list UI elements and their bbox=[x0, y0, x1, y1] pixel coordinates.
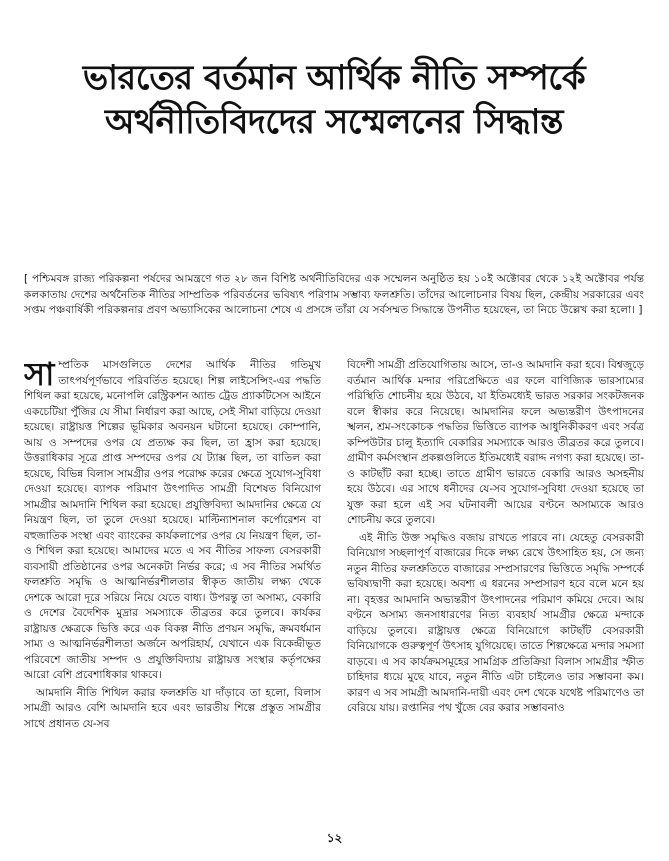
paragraph bbox=[24, 358, 321, 684]
title-line-2: অর্থনীতিবিদদের সম্মেলনের সিদ্ধান্ত bbox=[105, 102, 563, 142]
paragraph: বিদেশী সামগ্রী প্রতিযোগিতায় আসে, তা-ও আমদানি করা হবে। বিশ্বজুড়ে বর্তমান আর্থিক মন্দার পরিপ্রেক্ষিতে এর ফলে বাণিজ্যিক ভারসাম্যের পরিস্থিতি শোচনীয় হয়ে উঠবে, যা ইতিমধ্যেই ভারত সরকার সংকটজনক বলে স্বীকার করে নিয়েছে। আমদানির ফলে অভ্যন্তরীণ উৎপাদনের স্খলন, শ্রম-সংকোচক পদ্ধতির ভিত্তিতে ব্যাপক আধুনিকীকরণ এবং সর্বত্র কম্পিউটার চালু ইত্যাদি বেকারির সমস্যাকে আরও তীব্রতর করে তুলবে। গ্রামীণ কর্মসংস্থান প্রকল্পগুলিতে ইতিমধ্যেই বরাদ্দ নগণ্য করা হয়েছে। তা-ও কাটছাঁট করা হচ্ছে। তাতে গ্রামীণ ভারতে বেকারি আরও অসহনীয় হয়ে উঠবে। এর সাথে ধনীদের যে-সব সুযোগ-সুবিধা দেওয়া হয়েছে তা যুক্ত করা হলে এই সব ঘটনাবলী আয়ের বণ্টনে অসাম্যকে আরও শোচনীয় করে তুলবে। bbox=[347, 359, 644, 526]
column-left bbox=[24, 358, 321, 828]
page-number: ১২ bbox=[326, 831, 343, 845]
intro-note: [ পশ্চিমবঙ্গ রাজ্য পরিকল্পনা পর্ষদের আমন্ত্রণে গত ২৮ জন বিশিষ্ট অর্থনীতিবিদের এক সম্মেলন অনুষ্ঠিত হয় ১০ই অক্টোবর থেকে ১২ই অক্টোবর পর্যন্ত কলকাতায় দেশের অর্থনৈতিক নীতির সাম্প্রতিক পরিবর্তনের ভবিষ্যৎ পরিণাম সম্ভাব্য ফলশ্রুতি। তাঁদের আলোচনার বিষয় ছিল, কেন্দ্রীয় সরকারের এবং সপ্তম পঞ্চবার্ষিকী পরিকল্পনার প্রবণ অভ্যাসিকের আলোচনা শেষে এ প্রসঙ্গে তাঁরা যে সর্বসম্মত সিদ্ধান্তে উপনীত হয়েছেন, তা নিচে উল্লেখ করা হলো। ] bbox=[24, 273, 644, 317]
paragraph-text: ম্প্রতিক মাসগুলিতে দেশের আর্থিক নীতির গতিমুখ তাৎপর্যপূর্ণভাবে পরিবর্তিত হয়েছে। শিল্প লাইসেন্সিং-এর পদ্ধতি শিথিল করা হয়েছে, মনোপলি রেস্ট্রিকশন অ্যান্ড ট্রেড প্র্যাকটিসেস আইনে একচেটিয়া পুঁজির যে সীমা নির্ধারণ করা আছে, সেই সীমা বাড়িয়ে দেওয়া হয়েছে। রাষ্ট্রায়ত্ত শিল্পের ভূমিকার অবনয়ন ঘটানো হয়েছে। কোম্পানি, আয় ও সম্পদের ওপর যে প্রত্যক্ষ কর ছিল, তা হ্রাস করা হয়েছে। উত্তরাধিকার সূত্রে প্রাপ্ত সম্পদের ওপর যে ট্যাক্স ছিল, তা বাতিল করা হয়েছে, বিভিন্ন বিলাস সামগ্রীর ওপর পরোক্ষ করের ক্ষেত্রে সুযোগ-সুবিধা দেওয়া হয়েছে। ব্যাপক পরিমাণ উৎপাদিত সামগ্রী বিশেষত বিনিয়োগ সামগ্রীর আমদানি শিথিল করা হয়েছে। প্রযুক্তিবিদ্যা আমদানির ক্ষেত্রে যে নিয়ন্ত্রণ ছিল, তা তুলে দেওয়া হয়েছে। মাল্টিন্যাশনাল কর্পোরেশন বা বহুজাতিক সংস্থা এবং ব্যাংকের কার্যকলাপের ওপর যে নিয়ন্ত্রণ ছিল, তা-ও শিথিল করা হয়েছে। আমাদের মতে এ সব নীতির সাফল্য বেসরকারী ব্যবসায়ী প্রতিষ্ঠানের ওপর অনেকটা নির্ভর করে; এ সব নীতির সমর্থিত ফলশ্রুতি সমৃদ্ধি ও আত্মনির্ভরশীলতার স্বীকৃত জাতীয় লক্ষ্য থেকে দেশকে আরো দূরে সরিয়ে নিয়ে যেতে বাধ্য। উপরন্তু তা অসাম্য, বেকারি ও দেশের বৈদেশিক মুদ্রার সমস্যাকে তীব্রতর করে তুলবে। কার্যকর রাষ্ট্রায়ত্ত ক্ষেত্রকে ভিত্তি করে এক বিকল্প নীতি প্রণয়ন সমৃদ্ধি, ক্রমবর্ধমান সাম্য ও আত্মনির্ভরশীলতা অর্জনে অপরিহার্য, যেখানে এক বিকেন্দ্রীভূত পরিবেশে জাতীয় সম্পদ ও প্রযুক্তিবিদ্যায় রাষ্ট্রায়ত্ত সংস্থার কর্তৃপক্ষের আরো বেশি প্রবেশাধিকার থাকবে। bbox=[24, 359, 321, 681]
article-body bbox=[24, 358, 644, 828]
paragraph: এই নীতি উক্ত সমৃদ্ধিও বজায় রাখতে পারবে না। যেহেতু বেসরকারী বিনিয়োগ সচ্ছলাপূর্ণ বাজারের দিকে লক্ষ্য রেখে উৎসাহিত হয়, সে জন্য নতুন নীতির ফলশ্রুতিতে বাজারের সম্প্রসারণের ভিত্তিতে সমৃদ্ধি সম্পর্কে ভবিষ্যদ্বাণী করা হয়েছে। অবশ্য এ ধরনের সম্প্রসারণ হবে বলে মনে হয় না। বৃহত্তর আমদানি অভ্যন্তরীণ উৎপাদনের পরিমাণ কমিয়ে দেবে। আয় বণ্টনে অসাম্য জনসাধারণের নিত্য ব্যবহার্য সামগ্রীর ক্ষেত্রে মন্দাকে বাড়িয়ে তুলবে। রাষ্ট্রায়ত্ত ক্ষেত্রে বিনিয়োগে কাটছাঁট বেসরকারী বিনিয়োগকে গুরুত্বপূর্ণ উৎসাহ যুগিয়েছে। তাতে শিল্পক্ষেত্রে মন্দার সমস্যা বাড়বে। এ সব কার্যক্রমসমূহের সামগ্রিক প্রতিক্রিয়া বিলাস সামগ্রীর স্ফীত চাহিদার ধ্যয়ে মুছে যাবে, নতুন নীতি এটা চাইলেও তার সম্ভাবনা কম। কারণ এ সব সামগ্রী আমদানি-দায়ী এবং দেশ থেকে যথেষ্ট পরিমাণেও তা বেরিয়ে যায়। রপ্তানির পথ খুঁজে বের করার সম্ভাবনাও bbox=[347, 531, 644, 714]
column-right bbox=[347, 358, 644, 828]
paragraph: আমদানি নীতি শিথিল করার ফলশ্রুতি যা দাঁড়াবে তা হলো, বিলাস সামগ্রী আরও বেশি আমদানি হবে এবং ভারতীয় শিল্পে প্রস্তুত সামগ্রীর সাথে প্রধানত যে-সব bbox=[24, 686, 321, 730]
title-line-1: ভারতের বর্তমান আর্থিক নীতি সম্পর্কে bbox=[82, 58, 586, 98]
drop-cap: সা bbox=[24, 358, 55, 393]
article-title bbox=[24, 56, 644, 144]
